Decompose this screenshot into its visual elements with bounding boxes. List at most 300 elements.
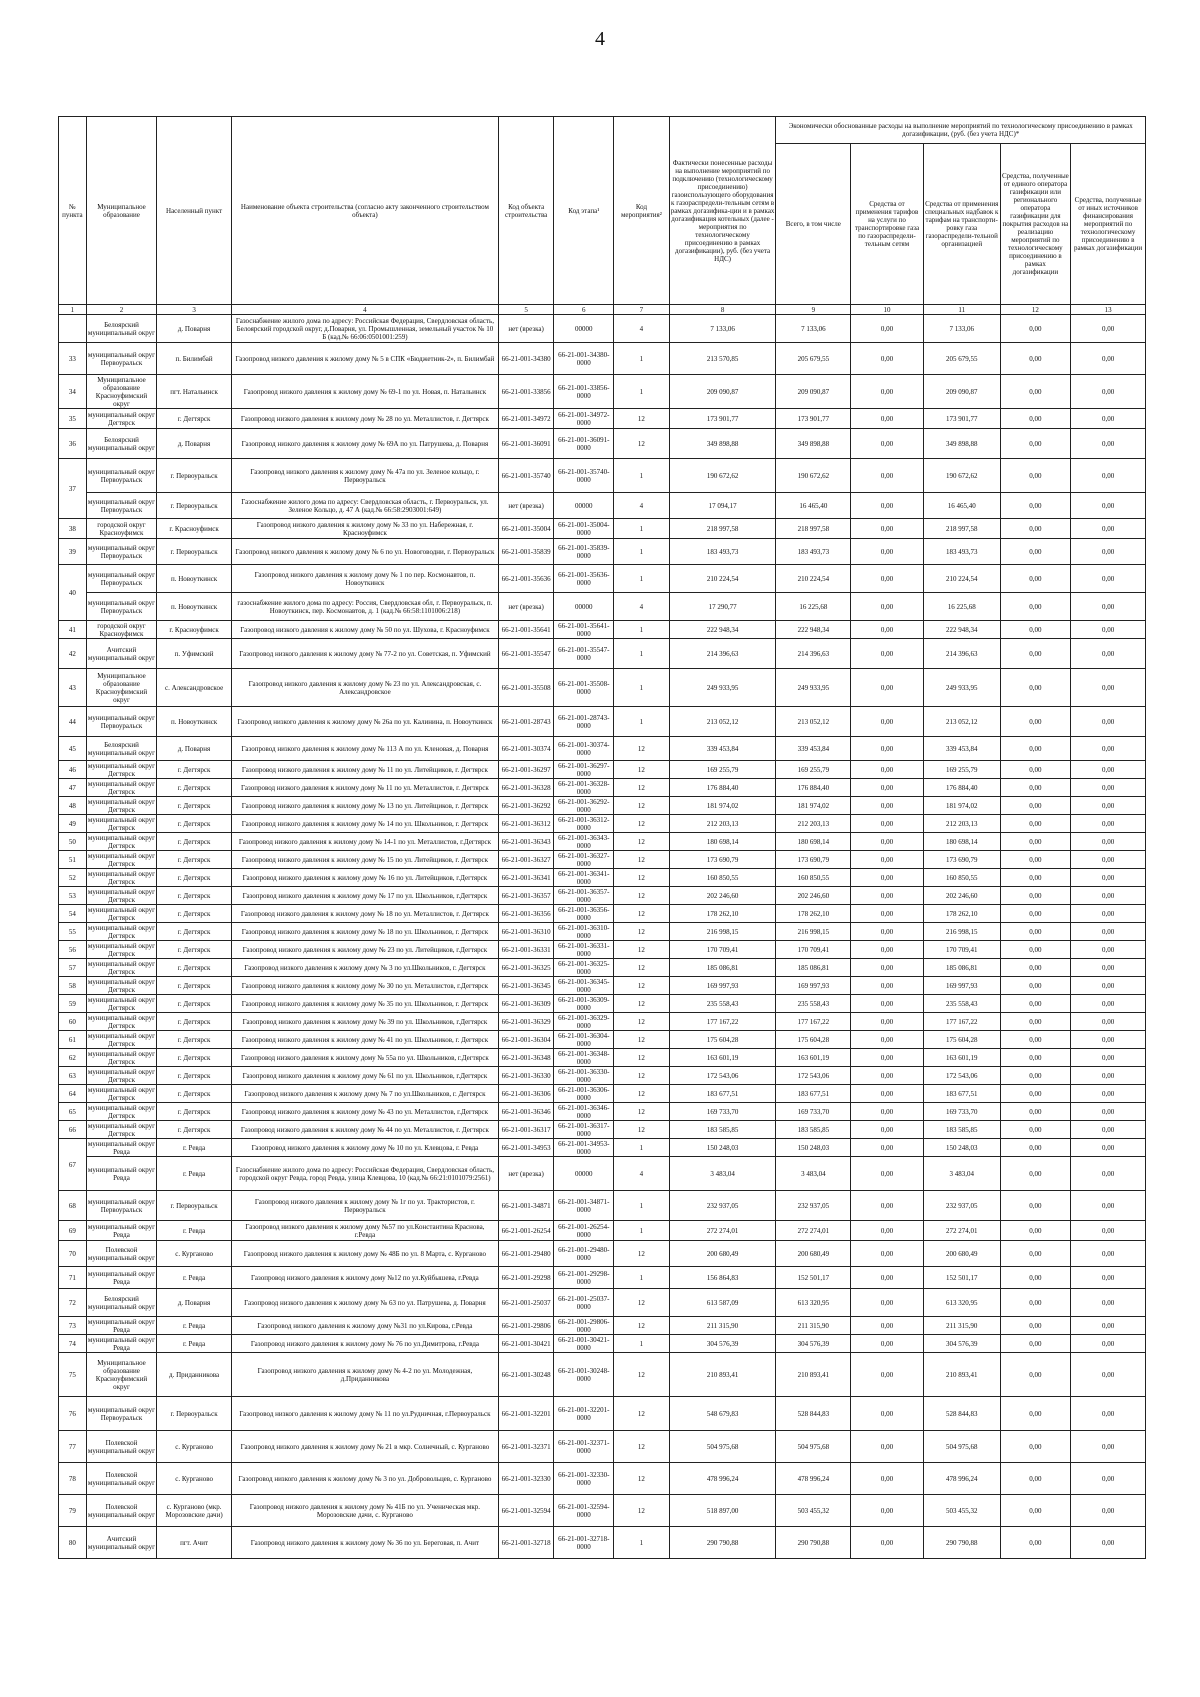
- settlement-cell: г. Дегтярск: [157, 887, 232, 905]
- stage-code-cell: 66-21-001-36327-0000: [554, 851, 614, 869]
- table-row: [59, 1353, 1146, 1397]
- settlement-cell: пгт. Ачит: [157, 1527, 232, 1559]
- municipality-cell: муниципальный округ Ревда: [87, 1222, 156, 1239]
- activity-code-cell: 1: [614, 519, 670, 539]
- table-row: [59, 315, 1146, 343]
- table-row: [59, 1139, 1146, 1157]
- activity-code-cell: 12: [614, 1495, 670, 1527]
- object-code-cell: 66-21-001-36317: [498, 1121, 554, 1139]
- object-name-cell: Газопровод низкого давления к жилому дому № 39 по ул. Школьников, г.Дегтярск: [231, 1013, 498, 1031]
- other-funds-cell: 0,00: [1071, 375, 1146, 409]
- municipality-cell: муниципальный округ Первоуральск: [86, 343, 156, 375]
- object-name-cell: Газопровод низкого давления к жилому дому № 113 А по ул. Кленовая, д. Поварня: [231, 737, 498, 761]
- other-funds-cell: 0,00: [1071, 959, 1146, 977]
- surcharge-funds-cell: 272 274,01: [923, 1221, 1000, 1241]
- stage-code-cell: 66-21-001-36341-0000: [554, 869, 614, 887]
- tariff-funds-cell: 0,00: [851, 1431, 924, 1463]
- stage-code-cell: 66-21-001-36343-0000: [554, 833, 614, 851]
- total-cell: 7 133,06: [776, 315, 851, 343]
- actual-costs-cell: 504 975,68: [669, 1431, 776, 1463]
- actual-costs-cell: 210 893,41: [669, 1353, 776, 1397]
- object-name-cell: Газопровод низкого давления к жилому дому № 63 по ул. Патрушева, д. Поварня: [231, 1289, 498, 1317]
- table-row: [59, 1067, 1146, 1085]
- stage-code-cell: 66-21-001-34972-0000: [554, 409, 614, 429]
- table-row: [59, 565, 1146, 593]
- object-name-cell: Газопровод низкого давления к жилому дому № 11 по ул.Рудничная, г.Первоуральск: [231, 1397, 498, 1431]
- municipality-cell: муниципальный округ Дегтярск: [87, 797, 156, 814]
- actual-costs-cell: 213 570,85: [669, 343, 776, 375]
- row-number: 77: [59, 1431, 87, 1463]
- surcharge-funds-cell: 170 709,41: [923, 941, 1000, 959]
- row-number: 45: [59, 737, 87, 761]
- object-code-cell: 66-21-001-36310: [498, 923, 554, 941]
- object-code-cell: 66-21-001-36304: [498, 1031, 554, 1049]
- other-funds-cell: 0,00: [1071, 429, 1146, 459]
- municipality-cell: Полевской муниципальный округ: [86, 1463, 156, 1495]
- settlement-cell: г. Дегтярск: [157, 815, 232, 833]
- header-object-name: Наименование объекта строительства (согласно акту законченного строительством объекта): [231, 117, 498, 305]
- total-cell: 173 901,77: [776, 409, 851, 429]
- column-number: 5: [498, 305, 554, 315]
- row-number: 35: [59, 409, 87, 429]
- row-number: 39: [59, 539, 87, 565]
- operator-funds-cell: 0,00: [1000, 1289, 1070, 1317]
- municipality-cell: Ачитский муниципальный округ: [86, 1527, 156, 1559]
- activity-code-cell: 12: [614, 1353, 670, 1397]
- municipality-cell: Полевской муниципальный округ: [86, 1241, 156, 1267]
- settlement-cell: д. Поварня: [157, 737, 232, 761]
- activity-code-cell: 4: [614, 1157, 670, 1191]
- object-name-cell: Газопровод низкого давления к жилому дому № 48Б по ул. 8 Марта, с. Курганово: [231, 1241, 498, 1267]
- object-name-cell: Газопровод низкого давления к жилому дому № 16 по ул. Литейщиков, г.Дегтярск: [231, 869, 498, 887]
- stage-code-cell: 00000: [554, 315, 614, 343]
- operator-funds-cell: 0,00: [1000, 1085, 1070, 1103]
- settlement-cell: г. Первоуральск: [157, 1397, 232, 1431]
- object-code-cell: 66-21-001-36312: [498, 815, 554, 833]
- other-funds-cell: 0,00: [1071, 1221, 1146, 1241]
- settlement-cell: г. Дегтярск: [157, 797, 232, 815]
- actual-costs-cell: 185 086,81: [669, 959, 776, 977]
- stage-code-cell: 66-21-001-36348-0000: [554, 1049, 614, 1067]
- activity-code-cell: 12: [614, 1317, 670, 1335]
- operator-funds-cell: 0,00: [1000, 869, 1070, 887]
- municipality-cell: Муниципальное образование Красноуфимский округ: [86, 375, 156, 409]
- actual-costs-cell: 3 483,04: [669, 1157, 776, 1191]
- settlement-cell: г. Дегтярск: [157, 1013, 232, 1031]
- total-cell: 209 090,87: [776, 375, 851, 409]
- object-code-cell: 66-21-001-32594: [498, 1495, 554, 1527]
- operator-funds-cell: 0,00: [1000, 887, 1070, 905]
- total-cell: 183 677,51: [776, 1085, 851, 1103]
- table-row: [59, 815, 1146, 833]
- table-row: [59, 1317, 1146, 1335]
- stage-code-cell: 66-21-001-36091-0000: [554, 429, 614, 459]
- stage-code-cell: 66-21-001-33856-0000: [554, 375, 614, 409]
- table-row: [59, 1157, 1146, 1191]
- object-name-cell: Газопровод низкого давления к жилому дому № 4-2 по ул. Молодежная, д.Приданникова: [231, 1353, 498, 1397]
- municipality-cell: муниципальный округ Дегтярск: [87, 1049, 156, 1066]
- object-name-cell: Газопровод низкого давления к жилому дому № 28 по ул. Металлистов, г. Дегтярск: [231, 409, 498, 429]
- actual-costs-cell: 170 709,41: [669, 941, 776, 959]
- object-code-cell: 66-21-001-32330: [498, 1463, 554, 1495]
- object-name-cell: Газопровод низкого давления к жилому дому № 33 по ул. Набережная, г. Красноуфимск: [231, 519, 498, 539]
- actual-costs-cell: 478 996,24: [669, 1463, 776, 1495]
- surcharge-funds-cell: 150 248,03: [923, 1139, 1000, 1157]
- surcharge-funds-cell: 183 493,73: [923, 539, 1000, 565]
- other-funds-cell: 0,00: [1071, 1191, 1146, 1221]
- tariff-funds-cell: 0,00: [851, 565, 924, 593]
- operator-funds-cell: 0,00: [1000, 639, 1070, 669]
- other-funds-cell: 0,00: [1071, 459, 1146, 493]
- total-cell: 304 576,39: [776, 1335, 851, 1353]
- settlement-cell: г. Красноуфимск: [157, 519, 232, 539]
- activity-code-cell: 12: [614, 1463, 670, 1495]
- other-funds-cell: 0,00: [1071, 1495, 1146, 1527]
- activity-code-cell: 12: [614, 1121, 670, 1139]
- total-cell: 172 543,06: [776, 1067, 851, 1085]
- table-row: [59, 1527, 1146, 1559]
- actual-costs-cell: 172 543,06: [669, 1067, 776, 1085]
- tariff-funds-cell: 0,00: [851, 429, 924, 459]
- surcharge-funds-cell: 180 698,14: [923, 833, 1000, 851]
- tariff-funds-cell: 0,00: [851, 707, 924, 737]
- table-row: [59, 1013, 1146, 1031]
- operator-funds-cell: 0,00: [1000, 851, 1070, 869]
- municipality-cell: муниципальный округ Первоуральск: [86, 593, 156, 621]
- object-code-cell: 66-21-001-35740: [498, 459, 554, 493]
- table-row: [59, 707, 1146, 737]
- object-name-cell: Газопровод низкого давления к жилому дому №12 по ул.Куйбышева, г.Ревда: [231, 1267, 498, 1289]
- activity-code-cell: 1: [614, 669, 670, 707]
- municipality-cell: муниципальный округ Первоуральск: [86, 493, 156, 519]
- municipality-cell: муниципальный округ Дегтярск: [87, 1121, 156, 1138]
- tariff-funds-cell: 0,00: [851, 1353, 924, 1397]
- row-number: 47: [59, 779, 87, 797]
- table-row: [59, 519, 1146, 539]
- object-name-cell: Газопровод низкого давления к жилому дому № 47а по ул. Зеленое кольцо, г. Первоуральск: [231, 459, 498, 493]
- row-number: 46: [59, 761, 87, 779]
- operator-funds-cell: 0,00: [1000, 1495, 1070, 1527]
- tariff-funds-cell: 0,00: [851, 737, 924, 761]
- object-name-cell: Газопровод низкого давления к жилому дому № 11 по ул. Литейщиков, г. Дегтярск: [231, 761, 498, 779]
- actual-costs-cell: 212 203,13: [669, 815, 776, 833]
- operator-funds-cell: 0,00: [1000, 1049, 1070, 1067]
- settlement-cell: г. Дегтярск: [157, 779, 232, 797]
- row-number: 66: [59, 1121, 87, 1139]
- actual-costs-cell: 222 948,34: [669, 621, 776, 639]
- column-number: 3: [157, 305, 232, 315]
- stage-code-cell: 66-21-001-36357-0000: [554, 887, 614, 905]
- other-funds-cell: 0,00: [1071, 1031, 1146, 1049]
- surcharge-funds-cell: 528 844,83: [923, 1397, 1000, 1431]
- activity-code-cell: 1: [614, 707, 670, 737]
- tariff-funds-cell: 0,00: [851, 1267, 924, 1289]
- surcharge-funds-cell: 214 396,63: [923, 639, 1000, 669]
- activity-code-cell: 12: [614, 995, 670, 1013]
- settlement-cell: г. Дегтярск: [157, 1031, 232, 1049]
- table-row: [59, 959, 1146, 977]
- other-funds-cell: 0,00: [1071, 1397, 1146, 1431]
- settlement-cell: г. Ревда: [157, 1335, 232, 1353]
- surcharge-funds-cell: 211 315,90: [923, 1317, 1000, 1335]
- activity-code-cell: 4: [614, 315, 670, 343]
- row-number: 74: [59, 1335, 87, 1353]
- actual-costs-cell: 17 094,17: [669, 493, 776, 519]
- municipality-cell: муниципальный округ Дегтярск: [87, 761, 156, 778]
- municipality-cell: городской округ Красноуфимск: [86, 519, 156, 539]
- tariff-funds-cell: 0,00: [851, 343, 924, 375]
- other-funds-cell: 0,00: [1071, 1267, 1146, 1289]
- settlement-cell: г. Дегтярск: [157, 833, 232, 851]
- actual-costs-cell: 235 558,43: [669, 995, 776, 1013]
- actual-costs-cell: 249 933,95: [669, 669, 776, 707]
- stage-code-cell: 66-21-001-35839-0000: [554, 539, 614, 565]
- row-number: 72: [59, 1289, 87, 1317]
- tariff-funds-cell: 0,00: [851, 1241, 924, 1267]
- object-name-cell: Газопровод низкого давления к жилому дому № 17 по ул. Школьников, г.Дегтярск: [231, 887, 498, 905]
- object-code-cell: 66-21-001-32201: [498, 1397, 554, 1431]
- page-number: 4: [595, 28, 605, 50]
- row-number: 73: [59, 1317, 87, 1335]
- header-tariff-funds: Средства от применения тарифов на услуги по транспортировке газа по газораспредели-тельным сетям: [851, 144, 924, 305]
- settlement-cell: г. Дегтярск: [157, 1085, 232, 1103]
- settlement-cell: г. Ревда: [157, 1139, 232, 1157]
- tariff-funds-cell: 0,00: [851, 639, 924, 669]
- object-code-cell: 66-21-001-36091: [498, 429, 554, 459]
- object-name-cell: Газопровод низкого давления к жилому дому № 55а по ул. Школьников, г.Дегтярск: [231, 1049, 498, 1067]
- operator-funds-cell: 0,00: [1000, 1157, 1070, 1191]
- other-funds-cell: 0,00: [1071, 1463, 1146, 1495]
- actual-costs-cell: 17 290,77: [669, 593, 776, 621]
- settlement-cell: д. Приданникова: [157, 1353, 232, 1397]
- row-number: 59: [59, 995, 87, 1013]
- stage-code-cell: 66-21-001-32201-0000: [554, 1397, 614, 1431]
- header-total: Всего, в том числе: [776, 144, 851, 305]
- total-cell: 183 493,73: [776, 539, 851, 565]
- stage-code-cell: 66-21-001-36312-0000: [554, 815, 614, 833]
- surcharge-funds-cell: 235 558,43: [923, 995, 1000, 1013]
- operator-funds-cell: 0,00: [1000, 539, 1070, 565]
- municipality-cell: муниципальный округ Ревда: [86, 1157, 156, 1191]
- surcharge-funds-cell: 173 901,77: [923, 409, 1000, 429]
- column-number: 4: [231, 305, 498, 315]
- row-number: 33: [59, 343, 87, 375]
- tariff-funds-cell: 0,00: [851, 887, 924, 905]
- tariff-funds-cell: 0,00: [851, 1221, 924, 1241]
- object-name-cell: Газопровод низкого давления к жилому дому № 43 по ул. Металлистов, г.Дегтярск: [231, 1103, 498, 1121]
- municipality-cell: муниципальный округ Первоуральск: [86, 1397, 156, 1431]
- row-number: 41: [59, 621, 87, 639]
- actual-costs-cell: 169 997,93: [669, 977, 776, 995]
- object-name-cell: Газопровод низкого давления к жилому дому № 13 по ул. Литейщиков, г. Дегтярск: [231, 797, 498, 815]
- row-number: 40: [59, 565, 87, 621]
- other-funds-cell: 0,00: [1071, 1085, 1146, 1103]
- surcharge-funds-cell: 169 733,70: [923, 1103, 1000, 1121]
- activity-code-cell: 12: [614, 851, 670, 869]
- object-code-cell: 66-21-001-34871: [498, 1191, 554, 1221]
- object-name-cell: Газопровод низкого давления к жилому дому №57 по ул.Константина Краснова, г.Ревда: [231, 1221, 498, 1241]
- tariff-funds-cell: 0,00: [851, 833, 924, 851]
- settlement-cell: с. Курганово (мкр. Морозовские дачи): [157, 1495, 232, 1527]
- row-number: 65: [59, 1103, 87, 1121]
- object-name-cell: Газопровод низкого давления к жилому дому № 26а по ул. Калинина, п. Новоуткинск: [231, 707, 498, 737]
- operator-funds-cell: 0,00: [1000, 833, 1070, 851]
- other-funds-cell: 0,00: [1071, 1067, 1146, 1085]
- activity-code-cell: 1: [614, 459, 670, 493]
- header-activity-code: Код мероприятия²: [614, 117, 670, 305]
- object-code-cell: 66-21-001-36306: [498, 1085, 554, 1103]
- object-code-cell: 66-21-001-36357: [498, 887, 554, 905]
- other-funds-cell: 0,00: [1071, 669, 1146, 707]
- municipality-cell: городской округ Красноуфимск: [86, 621, 156, 639]
- header-row-number: № пункта: [59, 117, 87, 305]
- other-funds-cell: 0,00: [1071, 707, 1146, 737]
- activity-code-cell: 12: [614, 833, 670, 851]
- tariff-funds-cell: 0,00: [851, 1013, 924, 1031]
- activity-code-cell: 1: [614, 565, 670, 593]
- table-row: [59, 941, 1146, 959]
- settlement-cell: г. Дегтярск: [157, 1049, 232, 1067]
- total-cell: 169 733,70: [776, 1103, 851, 1121]
- municipality-cell: муниципальный округ Первоуральск: [86, 565, 156, 593]
- tariff-funds-cell: 0,00: [851, 959, 924, 977]
- tariff-funds-cell: 0,00: [851, 1527, 924, 1559]
- settlement-cell: г. Ревда: [157, 1221, 232, 1241]
- stage-code-cell: 66-21-001-36325-0000: [554, 959, 614, 977]
- actual-costs-cell: 548 679,83: [669, 1397, 776, 1431]
- other-funds-cell: 0,00: [1071, 797, 1146, 815]
- row-number: 55: [59, 923, 87, 941]
- table-row: [59, 621, 1146, 639]
- table-row: [59, 1049, 1146, 1067]
- operator-funds-cell: 0,00: [1000, 1431, 1070, 1463]
- other-funds-cell: 0,00: [1071, 1353, 1146, 1397]
- header-municipality: Муниципальное образование: [86, 117, 156, 305]
- column-number: 12: [1000, 305, 1070, 315]
- row-number: 43: [59, 669, 87, 707]
- total-cell: 339 453,84: [776, 737, 851, 761]
- tariff-funds-cell: 0,00: [851, 1049, 924, 1067]
- total-cell: 16 465,40: [776, 493, 851, 519]
- total-cell: 205 679,55: [776, 343, 851, 375]
- object-name-cell: Газопровод низкого давления к жилому дому № 77-2 по ул. Советская, п. Уфимский: [231, 639, 498, 669]
- municipality-cell: муниципальный округ Первоуральск: [86, 459, 156, 493]
- stage-code-cell: 66-21-001-36328-0000: [554, 779, 614, 797]
- settlement-cell: пгт. Натальинск: [157, 375, 232, 409]
- other-funds-cell: 0,00: [1071, 539, 1146, 565]
- other-funds-cell: 0,00: [1071, 1241, 1146, 1267]
- surcharge-funds-cell: 210 224,54: [923, 565, 1000, 593]
- total-cell: 232 937,05: [776, 1191, 851, 1221]
- other-funds-cell: 0,00: [1071, 593, 1146, 621]
- total-cell: 202 246,60: [776, 887, 851, 905]
- settlement-cell: с. Курганово: [157, 1463, 232, 1495]
- municipality-cell: муниципальный округ Первоуральск: [86, 1191, 156, 1221]
- table-row: [59, 459, 1146, 493]
- total-cell: 216 998,15: [776, 923, 851, 941]
- actual-costs-cell: 180 698,14: [669, 833, 776, 851]
- activity-code-cell: 1: [614, 539, 670, 565]
- operator-funds-cell: 0,00: [1000, 959, 1070, 977]
- municipality-cell: муниципальный округ Дегтярск: [87, 410, 156, 427]
- operator-funds-cell: 0,00: [1000, 1103, 1070, 1121]
- table-row: [59, 1241, 1146, 1267]
- total-cell: 177 167,22: [776, 1013, 851, 1031]
- operator-funds-cell: 0,00: [1000, 1067, 1070, 1085]
- other-funds-cell: 0,00: [1071, 923, 1146, 941]
- municipality-cell: муниципальный округ Дегтярск: [87, 1067, 156, 1084]
- surcharge-funds-cell: 7 133,06: [923, 315, 1000, 343]
- surcharge-funds-cell: 200 680,49: [923, 1241, 1000, 1267]
- table-row: [59, 1431, 1146, 1463]
- object-code-cell: 66-21-001-34972: [498, 409, 554, 429]
- table-row: [59, 1335, 1146, 1353]
- total-cell: 218 997,58: [776, 519, 851, 539]
- object-code-cell: 66-21-001-35636: [498, 565, 554, 593]
- activity-code-cell: 1: [614, 1139, 670, 1157]
- stage-code-cell: 66-21-001-36345-0000: [554, 977, 614, 995]
- operator-funds-cell: 0,00: [1000, 1353, 1070, 1397]
- municipality-cell: муниципальный округ Дегтярск: [87, 869, 156, 886]
- object-code-cell: нет (врезка): [498, 1157, 554, 1191]
- other-funds-cell: 0,00: [1071, 941, 1146, 959]
- actual-costs-cell: 349 898,88: [669, 429, 776, 459]
- surcharge-funds-cell: 169 997,93: [923, 977, 1000, 995]
- stage-code-cell: 66-21-001-36317-0000: [554, 1121, 614, 1139]
- tariff-funds-cell: 0,00: [851, 375, 924, 409]
- table-row: [59, 905, 1146, 923]
- header-surcharge-funds: Средства от применения специальных надбавок к тарифам на транспорти-ровку газа газораспредели-тельной организацией: [923, 144, 1000, 305]
- table-row: [59, 639, 1146, 669]
- table-row: [59, 737, 1146, 761]
- tariff-funds-cell: 0,00: [851, 315, 924, 343]
- tariff-funds-cell: 0,00: [851, 797, 924, 815]
- municipality-cell: Полевской муниципальный округ: [86, 1431, 156, 1463]
- header-settlement: Населенный пункт: [157, 117, 232, 305]
- total-cell: 176 884,40: [776, 779, 851, 797]
- object-code-cell: 66-21-001-36330: [498, 1067, 554, 1085]
- object-code-cell: 66-21-001-29480: [498, 1241, 554, 1267]
- municipality-cell: муниципальный округ Дегтярск: [87, 833, 156, 850]
- actual-costs-cell: 173 690,79: [669, 851, 776, 869]
- actual-costs-cell: 169 733,70: [669, 1103, 776, 1121]
- table-row: [59, 1289, 1146, 1317]
- other-funds-cell: 0,00: [1071, 977, 1146, 995]
- stage-code-cell: 66-21-001-36310-0000: [554, 923, 614, 941]
- row-number: 42: [59, 639, 87, 669]
- municipality-cell: Белоярский муниципальный округ: [86, 1289, 156, 1317]
- settlement-cell: п. Новоуткинск: [157, 565, 232, 593]
- activity-code-cell: 12: [614, 1289, 670, 1317]
- table-row: [59, 1267, 1146, 1289]
- surcharge-funds-cell: 478 996,24: [923, 1463, 1000, 1495]
- municipality-cell: Муниципальное образование Красноуфимский округ: [86, 669, 156, 707]
- object-code-cell: 66-21-001-36297: [498, 761, 554, 779]
- activity-code-cell: 12: [614, 1013, 670, 1031]
- other-funds-cell: 0,00: [1071, 1049, 1146, 1067]
- object-code-cell: 66-21-001-29806: [498, 1317, 554, 1335]
- actual-costs-cell: 175 604,28: [669, 1031, 776, 1049]
- municipality-cell: муниципальный округ Дегтярск: [87, 1013, 156, 1030]
- activity-code-cell: 12: [614, 797, 670, 815]
- total-cell: 212 203,13: [776, 815, 851, 833]
- column-numbers-row: [59, 305, 1146, 315]
- object-name-cell: Газопровод низкого давления к жилому дому № 18 по ул. Школьников, г. Дегтярск: [231, 923, 498, 941]
- row-number: [59, 315, 87, 343]
- activity-code-cell: 12: [614, 429, 670, 459]
- municipality-cell: муниципальный округ Дегтярск: [87, 995, 156, 1012]
- activity-code-cell: 1: [614, 375, 670, 409]
